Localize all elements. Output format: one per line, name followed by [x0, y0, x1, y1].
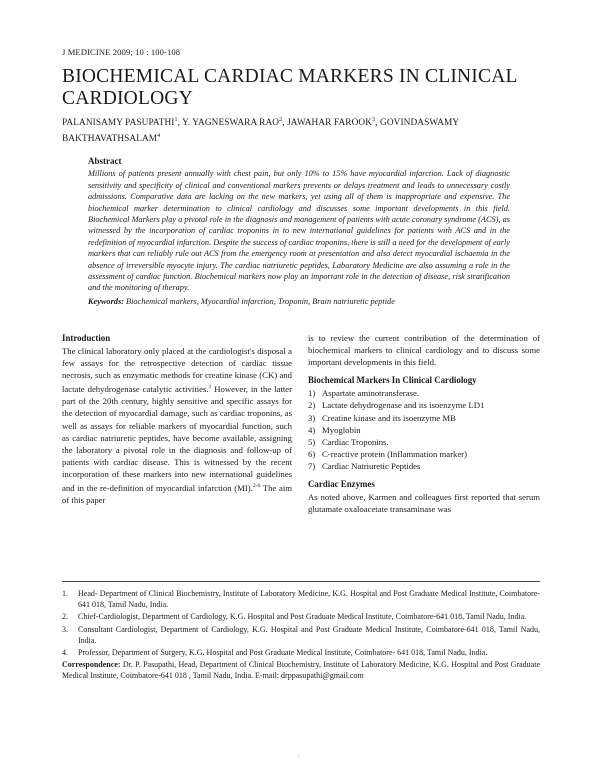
- correspondence: [62, 659, 540, 681]
- markers-heading: Biochemical Markers In Clinical Cardiology: [308, 375, 477, 386]
- footnote: [62, 611, 540, 622]
- cardiac-enzymes-paragraph: As noted above, Karmen and colleagues first reported that serum glutamate oxaloacetate transaminase was: [308, 492, 540, 515]
- footnote-text: Chief-Cardiologist, Department of Cardiology, K.G. Hospital and Post Graduate Medical Institute, Coimbatore-641 018, Tamil Nadu, India.: [78, 612, 527, 622]
- footnote-number: 3.: [62, 624, 68, 634]
- list-label: C-reactive protein (Inflammation marker): [322, 448, 467, 459]
- author-name: JAWAHAR FAROOK: [287, 118, 373, 129]
- list-number: 1): [308, 388, 316, 399]
- list-item: [308, 412, 540, 424]
- keywords-label: Keywords:: [88, 296, 124, 306]
- citation-ref: 2-6: [252, 483, 261, 490]
- introduction-paragraph: [62, 345, 292, 506]
- list-item: [308, 436, 540, 448]
- list-number: 2): [308, 400, 316, 411]
- left-column: [62, 332, 292, 506]
- list-number: 4): [308, 424, 316, 435]
- list-item: [308, 424, 540, 436]
- author-separator: ,: [177, 118, 183, 129]
- author-separator: ,: [375, 118, 380, 129]
- footnote-text: Consultant Cardiologist, Department of Cardiology, K.G. Hospital and Post Graduate Medical Institute, Coimbatore-641 018, Tamil Nadu, India.: [78, 624, 540, 645]
- footnote-divider: [62, 581, 540, 582]
- page-mark: .: [298, 752, 300, 758]
- footnote-number: 2.: [62, 612, 68, 622]
- footnote-text: Professor, Department of Surgery, K.G. Hospital and Post Graduate Medical Institute, Coimbatore- 641 018, Tamil Nadu, India.: [78, 648, 488, 658]
- intro-text-part: The clinical laboratory only placed at the cardiologist's disposal a few assays for the retrospective detection of cardiac tissue necrosis, such as enzymatic methods for creatine kinase (CK) and lactate dehydrogenase catalytic activities.: [62, 346, 292, 395]
- correspondence-text: Dr. P. Pasupathi, Head, Department of Clinical Biochemistry, Institute of Laboratory Medicine, K.G. Hospital and Post Graduate Medical Institute, Coimbatore-641 018 , Tamil Nadu, India. E-mail: drppasupathi@gmail.com: [62, 660, 540, 681]
- author-affiliation-mark: 3: [372, 117, 376, 123]
- author-affiliation-mark: 2: [279, 117, 283, 123]
- intro-text-part: The aim of this paper: [62, 482, 292, 505]
- footnote: [62, 624, 540, 646]
- list-item: [308, 399, 540, 411]
- keywords-line: [88, 296, 510, 307]
- cardiac-enzymes-heading: Cardiac Enzymes: [308, 479, 375, 490]
- list-label: Cardiac Natriuretic Peptides: [322, 460, 421, 471]
- footnote-number: 4.: [62, 648, 68, 658]
- citation-ref: 1: [208, 384, 212, 391]
- list-label: Creatine kinase and its isoenzyme MB: [322, 412, 456, 423]
- footnote: [62, 647, 540, 658]
- footnote-number: 1.: [62, 589, 68, 598]
- intro-text-part: However, in the latter part of the 20th century, highly sensitive and specific assays for the detection of myocardial damage, such as cardiac troponins, as well as assays for reliable markers of myocardial function, such as cardiac natriuretic peptides, have become available, assigning the laboratory a pivotal role in the diagnosis and follow-up of patients with cardiac disease. This is witnessed by the recent incorporation of these markers into new international guidelines and in the re-definition of myocardial infarction (MI).: [62, 384, 292, 493]
- author-name: PALANISAMY PASUPATHI: [62, 118, 175, 129]
- list-item: [308, 387, 540, 399]
- author-list: [62, 114, 540, 146]
- author-name: GOVINDASWAMY BAKTHAVATHSALAM: [62, 118, 459, 145]
- paper-page: [62, 0, 540, 776]
- footnote-text: Head- Department of Clinical Biochemistry, Institute of Laboratory Medicine, K.G. Hospital and Post Graduate Medical Institute, Coimbatore-641 018, Tamil Nadu, India.: [78, 589, 540, 610]
- author-name: Y. YAGNESWARA RAO: [182, 118, 280, 129]
- list-label: Cardiac Troponins.: [322, 436, 389, 447]
- list-label: Lactate dehydrogenase and its isoenzyme LD1: [322, 400, 485, 411]
- author-affiliation-mark: 4: [157, 133, 161, 140]
- author-separator: ,: [282, 118, 288, 129]
- list-number: 6): [308, 448, 316, 459]
- list-number: 7): [308, 460, 316, 471]
- introduction-continuation: is to review the current contribution of the determination of biochemical markers to clinical cardiology and to discuss some important developments in this field.: [308, 333, 540, 368]
- footnote: [62, 588, 540, 610]
- abstract-heading: Abstract: [88, 156, 122, 166]
- list-item: [308, 460, 540, 472]
- keywords-text: Biochemical markers, Myocardial infarction, Troponin, Brain natriuretic peptide: [126, 296, 395, 306]
- list-item: [308, 448, 540, 460]
- list-number: 3): [308, 412, 316, 423]
- right-column: [308, 332, 540, 515]
- introduction-heading: Introduction: [62, 333, 111, 343]
- list-number: 5): [308, 436, 316, 447]
- list-label: Aspartate aminotransferase.: [322, 388, 419, 399]
- abstract-section: [88, 156, 510, 307]
- footnotes-section: [62, 588, 540, 682]
- markers-list: [308, 387, 540, 472]
- abstract-text: Millions of patients present annually with chest pain, but only 10% to 15% have myocardial infarction. Lack of diagnostic sensitivity and specificity of clinical and conventional markers prevents or delays treatment and leads to unnecessary costly admissions. Comparative data are lacking on the new markers, yet using all of them is inappropriate and expensive. The biochemical marker determination to clinical cardiology and discusses some important developments in this field. Biochemical Markers play a pivotal role in the diagnosis and management of patients with acute coronary syndrome (ACS), as witnessed by the incorporation of cardiac troponins in to new international guidelines for patients with ACS and in the redefinition of myocardial infarction. Despite the success of cardiac troponins, there is still a need for the development of early markers that can reliably rule out ACS from the emergency room at presentation and also detect myocardial ischaemia in the absence of irreversible myocyte injury. The cardiac natriuretic peptides, Laboratory Medicine are also assuming a role in the assessment of cardiac function. Biochemical markers now play an important role in the detection of disease, risk stratification and the monitoring of therapy.: [88, 169, 510, 293]
- correspondence-label: Correspondence:: [62, 660, 121, 670]
- author-affiliation-mark: 1: [174, 117, 178, 123]
- paper-title: BIOCHEMICAL CARDIAC MARKERS IN CLINICAL CARDIOLOGY: [62, 66, 517, 109]
- journal-citation: J MEDICINE 2009; 10 : 100-108: [62, 47, 181, 57]
- list-label: Myoglobin: [322, 424, 361, 435]
